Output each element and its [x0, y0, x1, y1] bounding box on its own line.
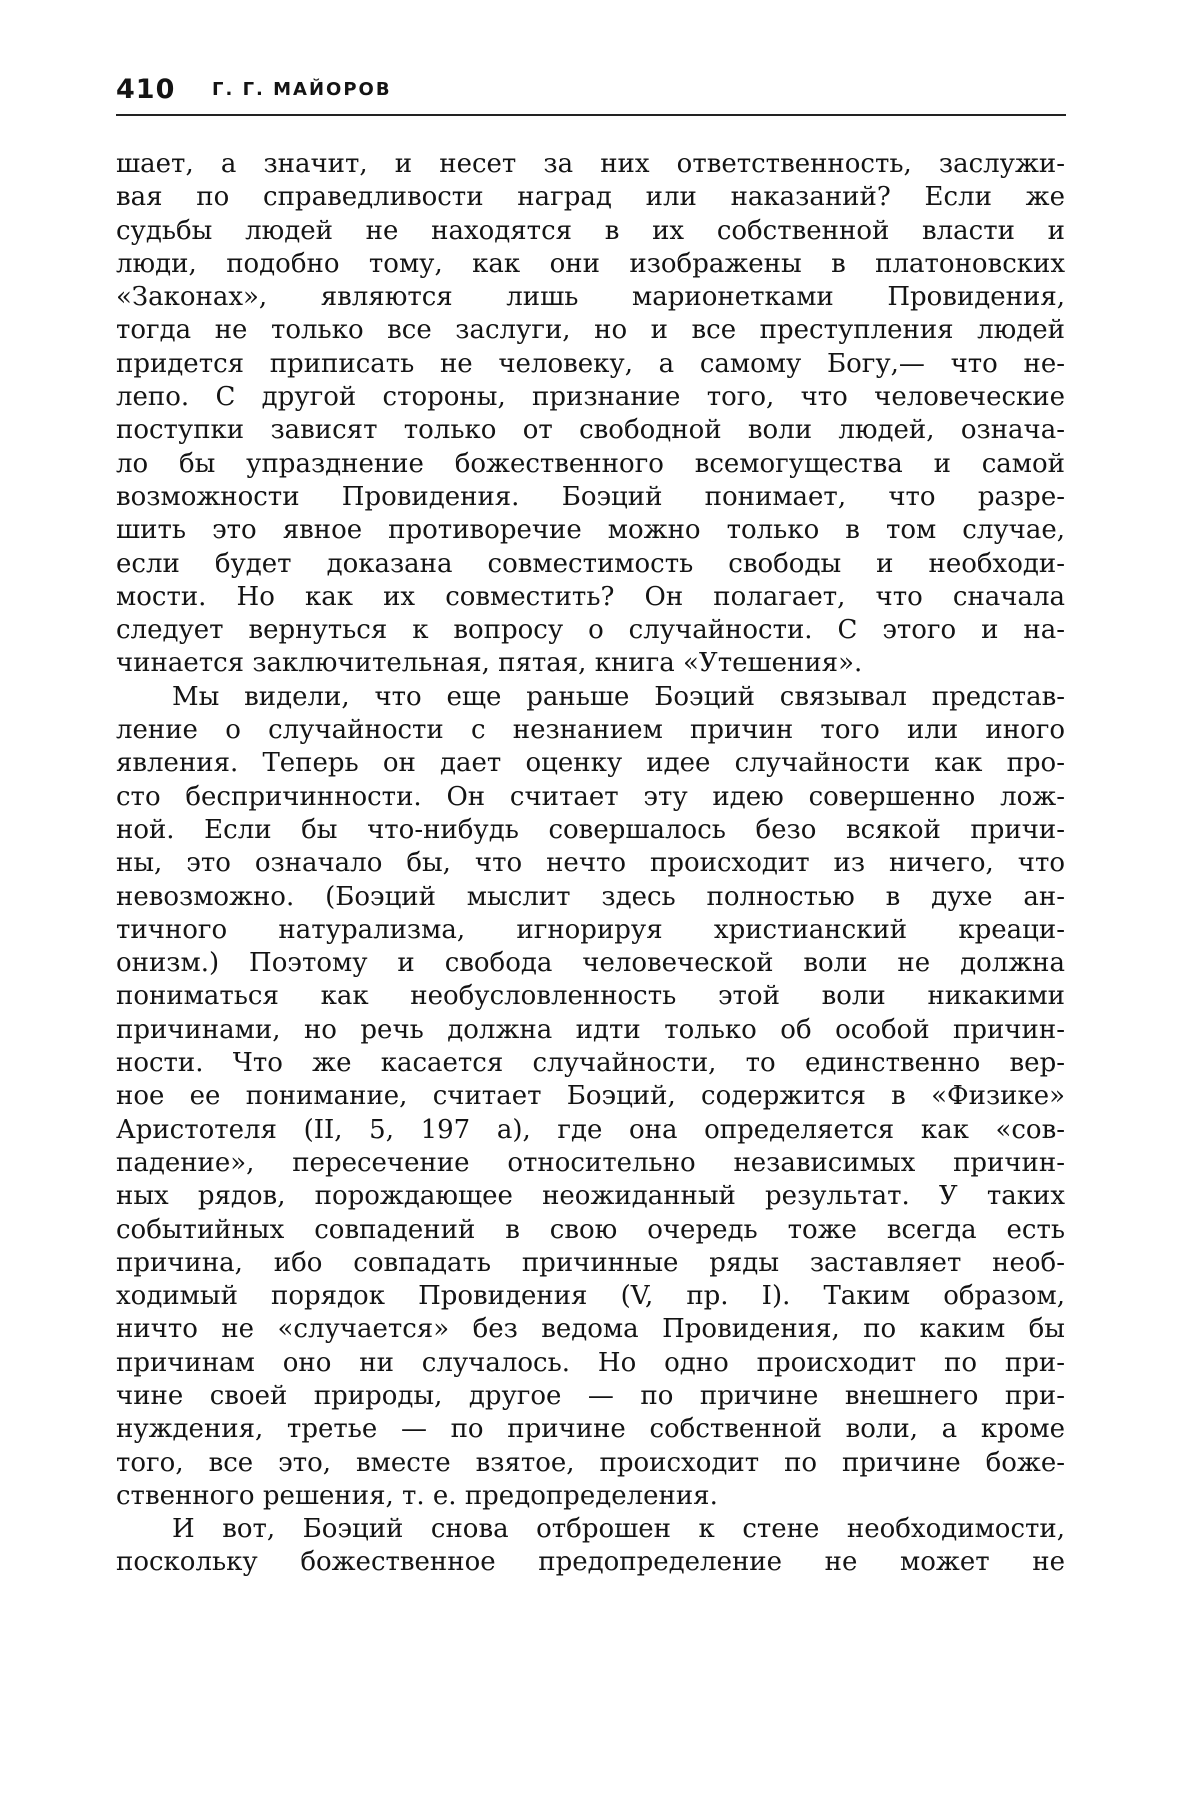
paragraph: [116, 681, 1065, 1513]
text-line: люди, подобно тому, как они изображены в платоновских: [116, 248, 1065, 279]
text-line: если будет доказана совместимость свободы и необходи-: [116, 548, 1065, 579]
running-head: [116, 66, 1066, 116]
text-line: придется приписать не человеку, а самому Богу,— что не-: [116, 348, 1065, 379]
text-line: ны, это означало бы, что нечто происходит из ничего, что: [116, 848, 1065, 879]
text-line: сто беспричинности. Он считает эту идею совершенно лож-: [116, 781, 1065, 812]
text-line: шить это явное противоречие можно только в том случае,: [116, 515, 1065, 546]
text-line: ничто не «случается» без ведома Провидения, по каким бы: [116, 1314, 1065, 1345]
text-line: событийных совпадений в свою очередь тоже всегда есть: [116, 1214, 1065, 1245]
body-text: [116, 148, 1065, 1580]
text-line: судьбы людей не находятся в их собственной власти и: [116, 215, 1065, 246]
text-line: Мы видели, что еще раньше Боэций связывал представ-: [172, 681, 1065, 712]
header-rule: [116, 114, 1066, 116]
text-line: падение», пересечение относительно независимых причин-: [116, 1147, 1065, 1178]
text-line: шает, а значит, и несет за них ответственность, заслужи-: [116, 149, 1065, 179]
text-line: невозможно. (Боэций мыслит здесь полностью в духе ан-: [116, 881, 1065, 912]
text-line: поскольку божественное предопределение не может не: [116, 1547, 1065, 1578]
text-line: причинам оно ни случалось. Но одно происходит по при-: [116, 1347, 1065, 1378]
text-line: причина, ибо совпадать причинные ряды заставляет необ-: [116, 1247, 1065, 1278]
text-line: ности. Что же касается случайности, то единственно вер-: [116, 1048, 1065, 1079]
running-head-author: Г. Г. МАЙОРОВ: [212, 79, 392, 100]
text-line: ходимый порядок Провидения (V, пр. I). Таким образом,: [116, 1281, 1065, 1312]
text-line: мости. Но как их совместить? Он полагает, что сначала: [116, 581, 1065, 612]
text-line: следует вернуться к вопросу о случайности. С этого и на-: [116, 615, 1065, 646]
text-line: вая по справедливости наград или наказаний? Если же: [116, 182, 1065, 213]
text-line: ственного решения, т. е. предопределения.: [116, 1480, 718, 1511]
text-line: явления. Теперь он дает оценку идее случайности как про-: [116, 748, 1065, 779]
text-line: пониматься как необусловленность этой воли никакими: [116, 981, 1065, 1012]
text-line: чине своей природы, другое — по причине внешнего при-: [116, 1380, 1065, 1411]
text-line: поступки зависят только от свободной воли людей, означа-: [116, 415, 1065, 446]
text-line: «Законах», являются лишь марионетками Провидения,: [116, 282, 1065, 313]
paragraph: [116, 1513, 1065, 1580]
text-line: нуждения, третье — по причине собственной воли, а кроме: [116, 1414, 1065, 1445]
text-line: ное ее понимание, считает Боэций, содержится в «Физике»: [116, 1081, 1065, 1112]
paragraph: [116, 148, 1065, 681]
text-line: онизм.) Поэтому и свобода человеческой воли не должна: [116, 948, 1065, 979]
text-line: лепо. С другой стороны, признание того, что человеческие: [116, 382, 1065, 413]
text-line: ление о случайности с незнанием причин того или иного: [116, 715, 1065, 746]
text-line: тогда не только все заслуги, но и все преступления людей: [116, 315, 1065, 346]
text-line: ной. Если бы что-нибудь совершалось безо всякой причи-: [116, 814, 1065, 845]
text-line: ло бы упразднение божественного всемогущества и самой: [116, 448, 1065, 479]
text-line: ных рядов, порождающее неожиданный результат. У таких: [116, 1181, 1065, 1212]
text-line: того, все это, вместе взятое, происходит по причине боже-: [116, 1447, 1065, 1478]
text-line: И вот, Боэций снова отброшен к стене необходимости,: [172, 1514, 1065, 1545]
text-line: чинается заключительная, пятая, книга «Утешения».: [116, 648, 863, 679]
text-line: возможности Провидения. Боэций понимает, что разре-: [116, 481, 1065, 512]
text-line: тичного натурализма, игнорируя христианский креаци-: [116, 914, 1065, 945]
text-line: причинами, но речь должна идти только об особой причин-: [116, 1014, 1065, 1045]
text-line: Аристотеля (II, 5, 197 а), где она определяется как «сов-: [116, 1114, 1065, 1145]
page-number: 410: [116, 74, 176, 105]
